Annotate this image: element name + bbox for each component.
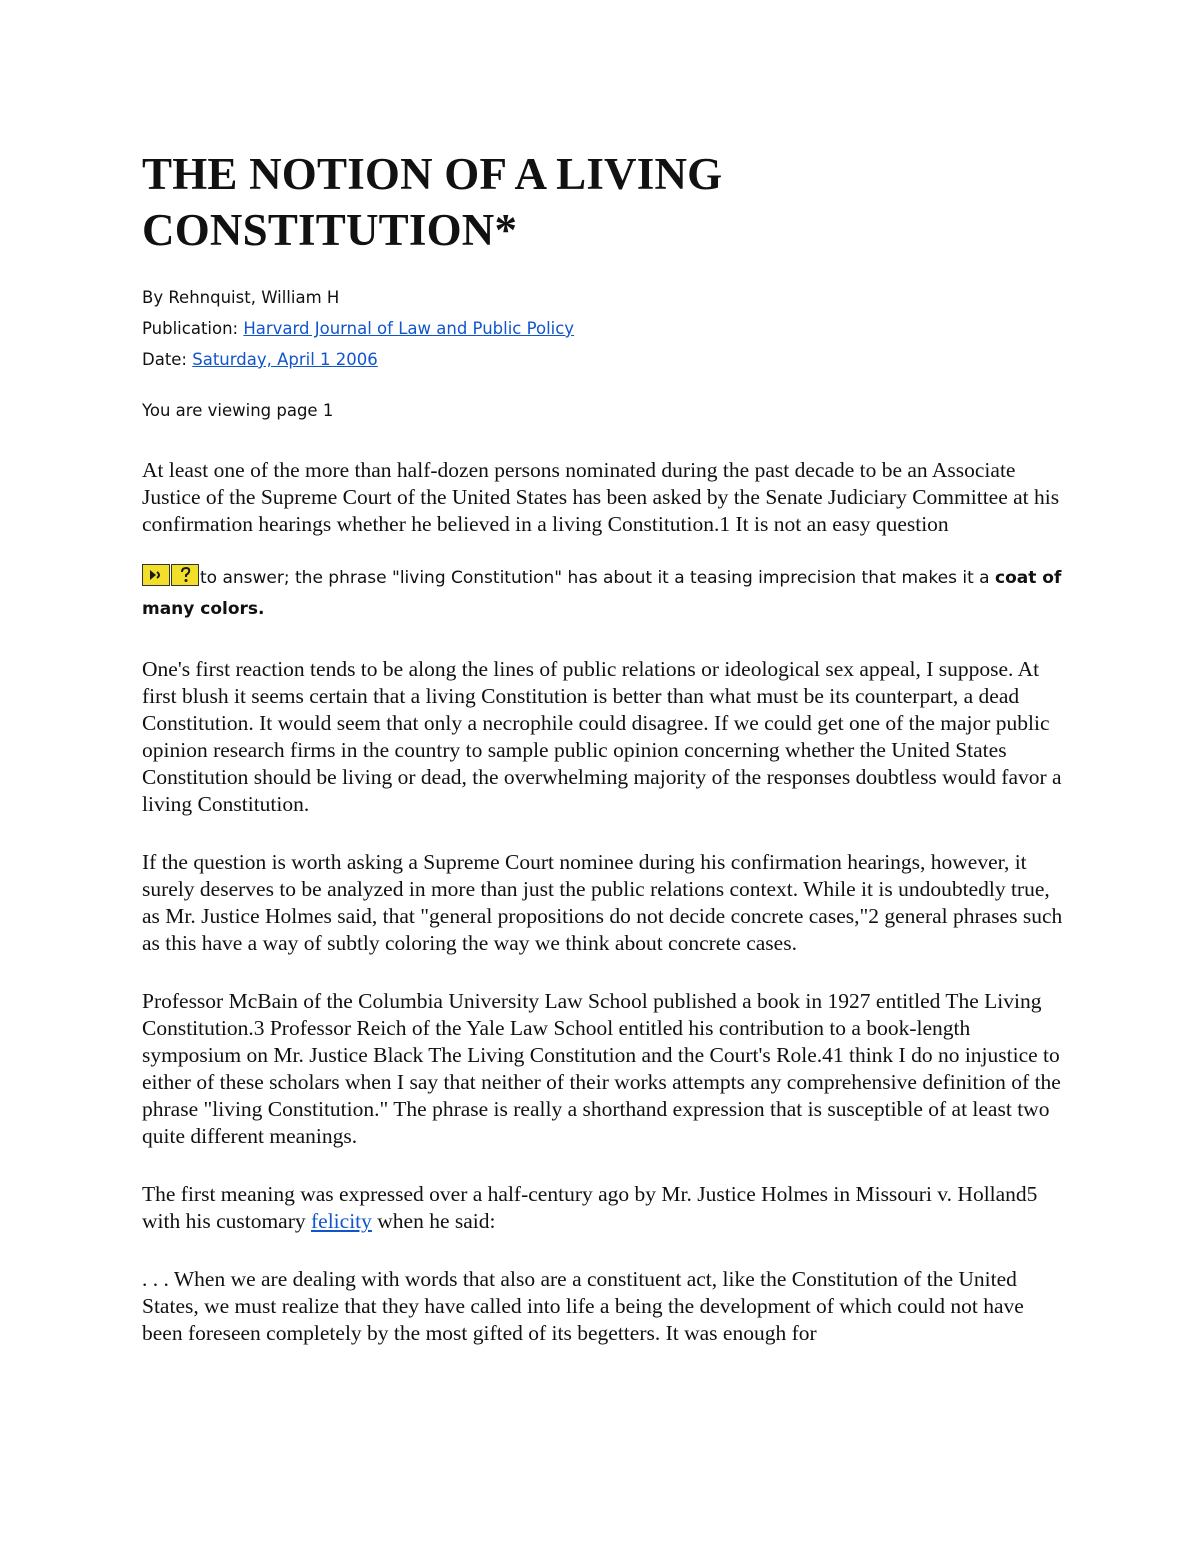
question-icon[interactable] [171,564,199,586]
paragraph-5: Professor McBain of the Columbia University Law School published a book in 1927 entitled The Living Constitution.3 Professor Reich of the Yale Law School entitled his contribution to a book-length symposium on Mr. Justice Black The Living Constitution and the Court's Role.41 think I do no injustice to either of these scholars when I say that neither of their works attempts any comprehensive definition of the phrase "living Constitution." The phrase is really a shorthand expression that is susceptible of at least two quite different meanings. [142,989,1061,1148]
publication-label: Publication: [142,319,239,338]
date-label: Date: [142,350,187,369]
paragraph-2 [142,563,1067,625]
felicity-link[interactable]: felicity [311,1209,372,1233]
document-page [142,146,1067,1347]
publication-link[interactable]: Harvard Journal of Law and Public Policy [243,319,575,338]
article-meta [142,282,1067,375]
paragraph-6 [142,1181,1067,1235]
paragraph-1: At least one of the more than half-dozen persons nominated during the past decade to be an Associate Justice of the Supreme Court of the United States has been asked by the Senate Judiciary Committee at his confirmation hearings whether he believed in a living Constitution.1 It is not an easy question [142,458,1060,536]
paragraph-6-end: when he said: [371,1209,496,1233]
paragraph-4: If the question is worth asking a Supreme Court nominee during his confirmation hearings, however, it surely deserves to be analyzed in more than just the public relations context. While it is undoubtedly true, as Mr. Justice Holmes said, that "general propositions do not decide concrete cases,"2 general phrases such as this have a way of subtly coloring the way we think about concrete cases. [142,850,1063,955]
paragraph-7: . . . When we are dealing with words that also are a constituent act, like the Constitution of the United States, we must realize that they have called into life a being the development of which could not have been foreseen completely by the most gifted of its begetters. It was enough for [142,1267,1024,1345]
page-indicator: You are viewing page 1 [142,401,334,420]
article-title: THE NOTION OF A LIVING CONSTITUTION* [142,149,723,255]
paragraph-2-text: to answer; the phrase "living Constitution" has about it a teasing imprecision that makes it a [200,568,995,588]
paragraph-6-start: The first meaning was expressed over a half-century ago by Mr. Justice Holmes in Missouri v. Holland5 with his customary [142,1182,1038,1233]
paragraph-2-bold: coat of many colors. [142,568,1062,619]
date-line [142,344,1067,375]
speaker-icon[interactable] [142,564,170,586]
date-link[interactable]: Saturday, April 1 2006 [192,350,378,369]
publication-line [142,313,1067,344]
byline: By Rehnquist, William H [142,288,340,307]
paragraph-3: One's first reaction tends to be along the lines of public relations or ideological sex appeal, I suppose. At first blush it seems certain that a living Constitution is better than what must be its counterpart, a dead Constitution. It would seem that only a necrophile could disagree. If we could get one of the major public opinion research firms in the country to sample public opinion concerning whether the United States Constitution should be living or dead, the overwhelming majority of the responses doubtless would favor a living Constitution. [142,657,1062,816]
